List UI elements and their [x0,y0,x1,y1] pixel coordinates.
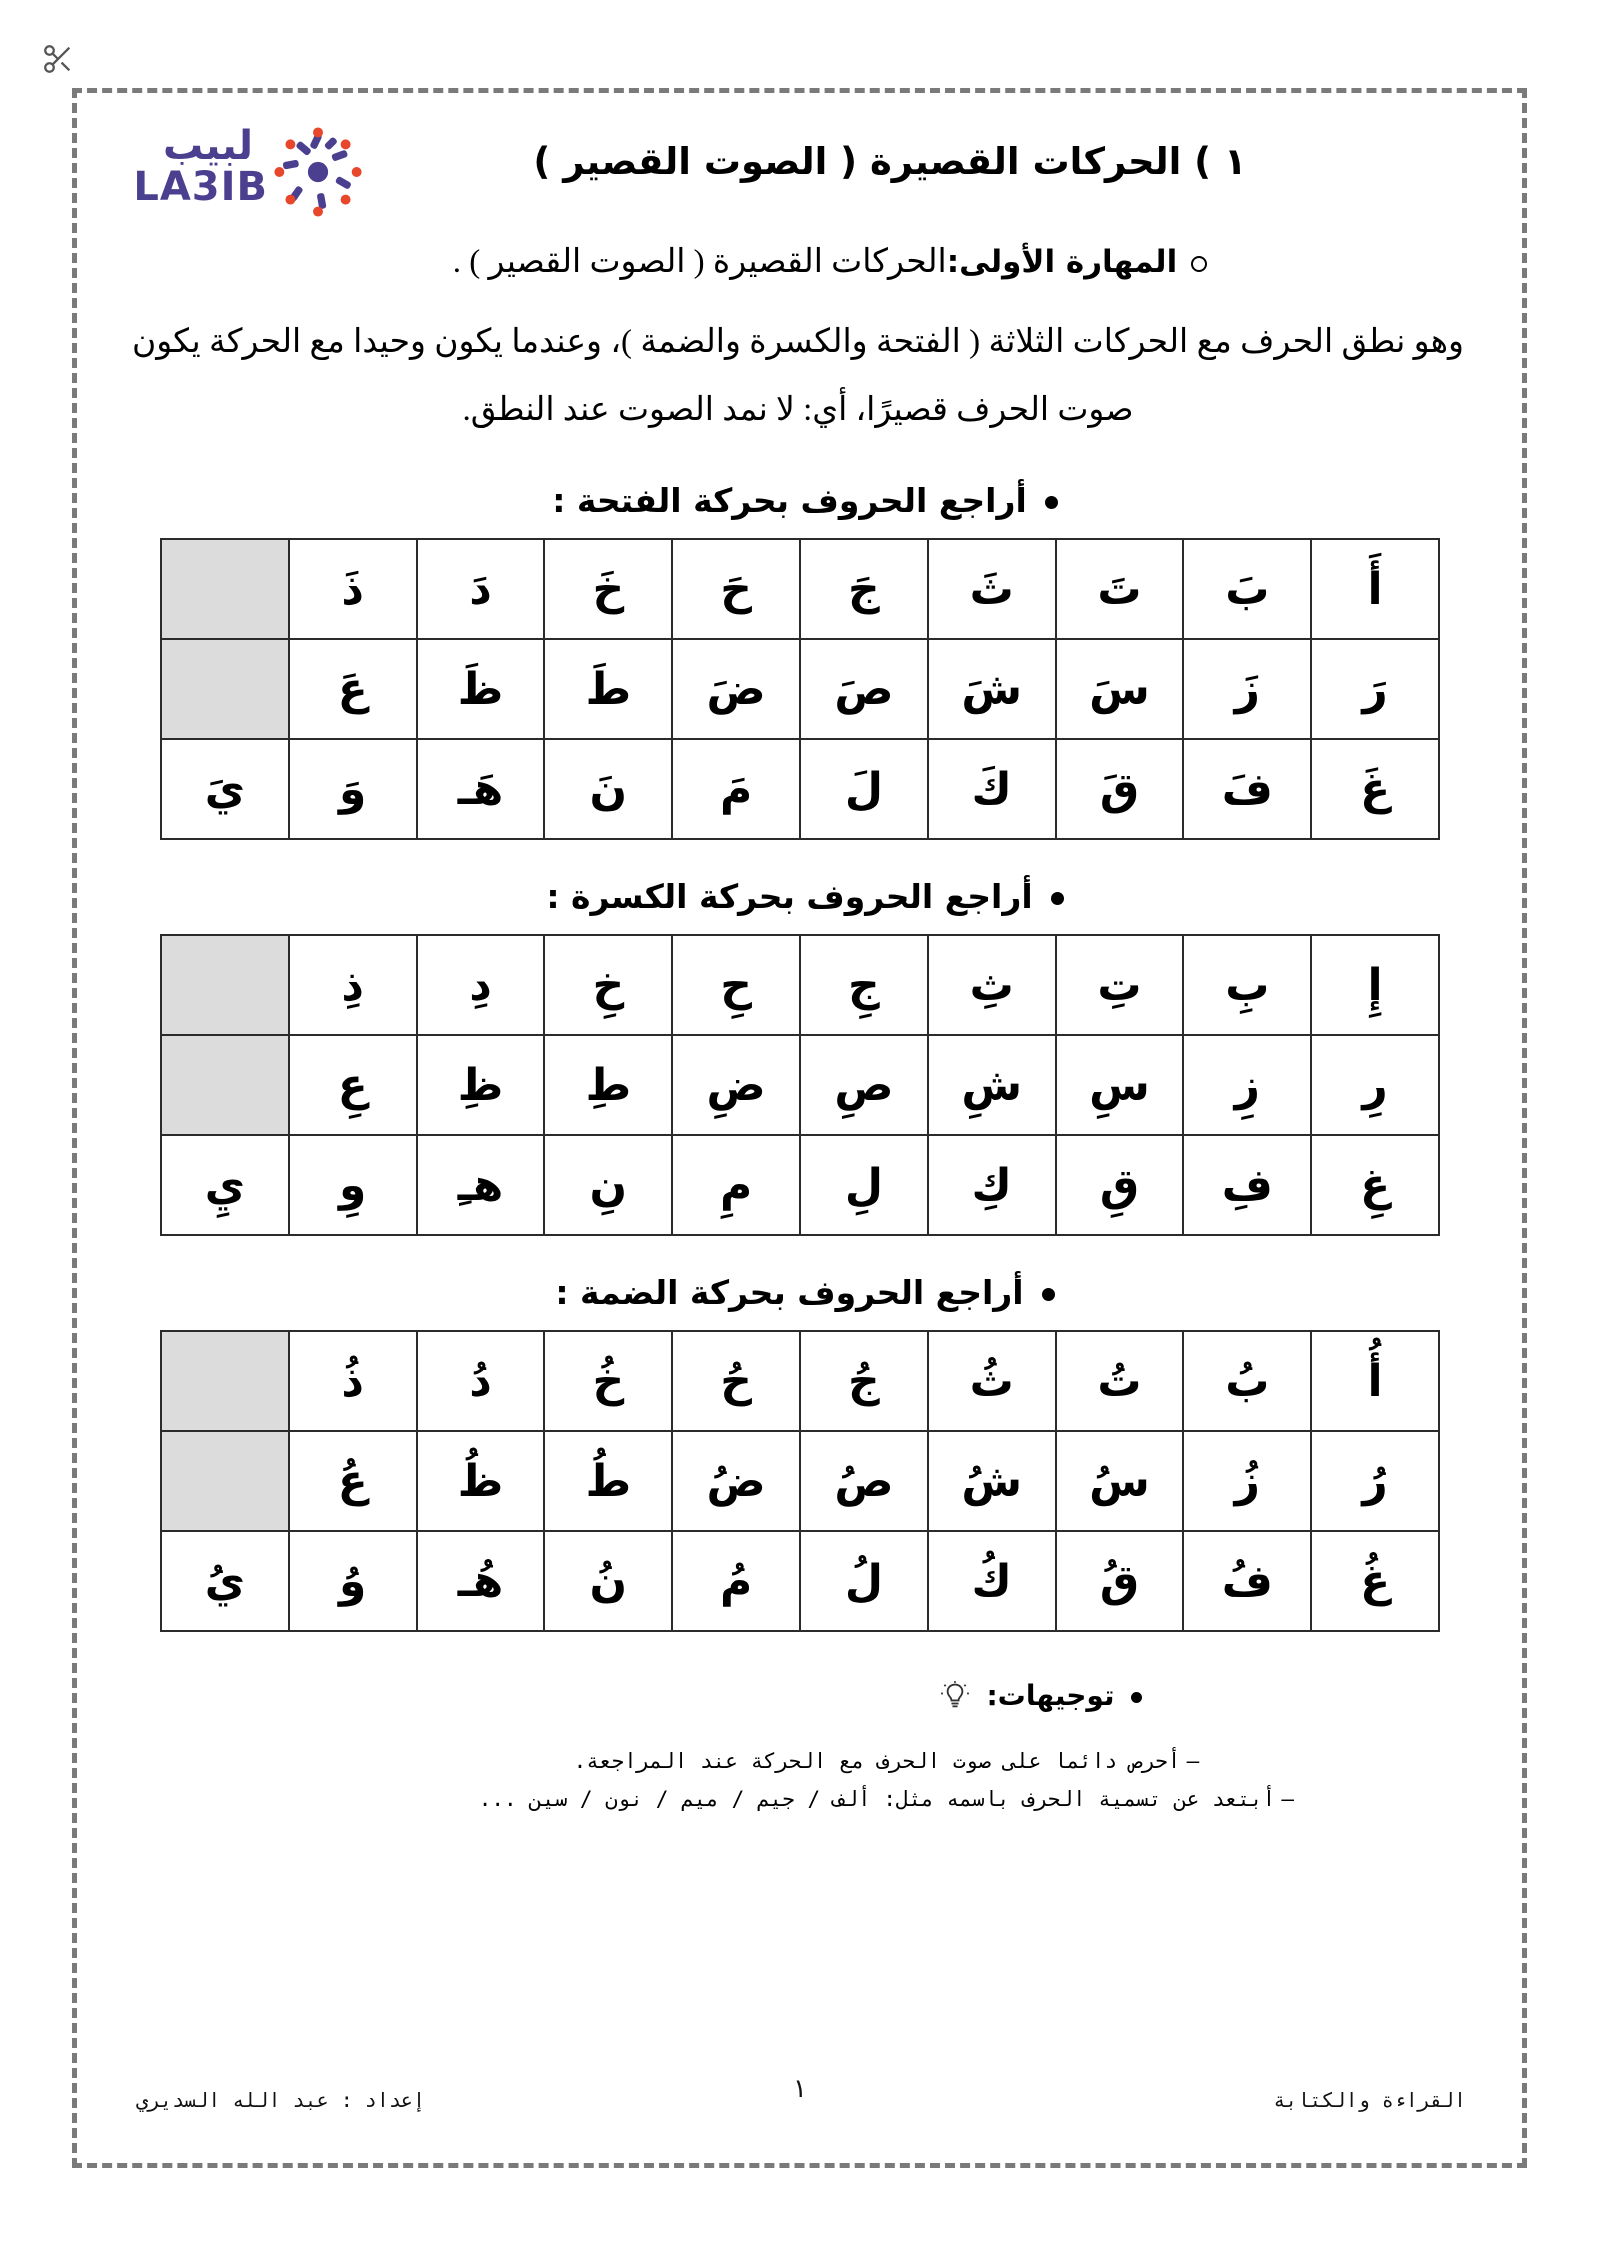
tips-heading-label: توجيهات: [986,1679,1115,1712]
letter-cell: زَ [1183,639,1311,739]
letter-cell: شَ [928,639,1056,739]
letter-cell: تُ [1056,1331,1184,1431]
table-row [161,1135,1439,1235]
logo-arabic-text: لبيب [162,123,254,169]
worksheet-page [80,96,1520,2160]
table-row [161,1531,1439,1631]
letter-cell: سِ [1056,1035,1184,1135]
letter-cell: سَ [1056,639,1184,739]
circle-bullet-icon [1191,256,1207,272]
table-row [161,739,1439,839]
empty-cell [161,1331,289,1431]
tips-heading [182,1676,1478,1716]
letter-cell: فَ [1183,739,1311,839]
letter-cell: نَ [544,739,672,839]
letter-cell: هَـ [417,739,545,839]
bullet-dot-icon [1042,1288,1055,1301]
explanation-paragraph: وهو نطق الحرف مع الحركات الثلاثة ( الفتحة والكسرة والضمة )، وعندما يكون وحيدا مع الحركة يكون صوت الحرف قصيرًا، أي: لا نمد الصوت عند النطق. [132,324,1464,428]
section-heading-damma [122,1270,1438,1316]
letter-cell: دُ [417,1331,545,1431]
letter-cell: دِ [417,935,545,1035]
bullet-dot-icon [1045,496,1058,509]
empty-cell [161,1035,289,1135]
tips-section [122,1676,1478,1818]
page-header [122,114,1478,226]
letter-cell: حِ [672,935,800,1035]
letter-cell: غَ [1311,739,1439,839]
table-row [161,935,1439,1035]
letter-cell: ضِ [672,1035,800,1135]
letter-cell: لَ [800,739,928,839]
table-row [161,1331,1439,1431]
letter-cell: مَ [672,739,800,839]
letter-cell: بَ [1183,539,1311,639]
letter-cell: رَ [1311,639,1439,739]
letter-cell: طِ [544,1035,672,1135]
tips-list [182,1742,1478,1818]
letter-cell: كَ [928,739,1056,839]
skill-label: المهارة الأولى: [946,244,1178,280]
letter-cell: يُ [161,1531,289,1631]
footer-author: إعداد : عبد الله السديري [136,2088,425,2112]
empty-cell [161,539,289,639]
table-row [161,1035,1439,1135]
letter-cell: مِ [672,1135,800,1235]
letter-cell: أَ [1311,539,1439,639]
letter-cell: قِ [1056,1135,1184,1235]
skill-value: الحركات القصيرة ( الصوت القصير ) . [452,244,947,280]
logo-latin-text: LA3IB [133,164,268,210]
letters-table-damma [160,1330,1440,1632]
skill-line [122,234,1478,290]
letter-cell: نُ [544,1531,672,1631]
letter-cell: شُ [928,1431,1056,1531]
section-heading-kasra-label: أراجع الحروف بحركة الكسرة : [546,877,1033,916]
section-heading-fatha-label: أراجع الحروف بحركة الفتحة : [552,481,1027,520]
letter-cell: قُ [1056,1531,1184,1631]
letter-cell: عَ [289,639,417,739]
letter-cell: رُ [1311,1431,1439,1531]
logo-wordmark [133,123,268,210]
empty-cell [161,639,289,739]
dash-bullet-icon: – [1281,1787,1296,1811]
letter-cell: مُ [672,1531,800,1631]
empty-cell [161,1431,289,1531]
letter-cell: ذِ [289,935,417,1035]
labib-logo [133,118,370,222]
letter-cell: لِ [800,1135,928,1235]
letter-cell: صِ [800,1035,928,1135]
letter-cell: سُ [1056,1431,1184,1531]
letter-cell: زُ [1183,1431,1311,1531]
letter-cell: صَ [800,639,928,739]
page-title: ١ ) الحركات القصيرة ( الصوت القصير ) [533,140,1247,183]
scissors-cut-icon [41,42,75,76]
bullet-dot-icon [1131,1692,1142,1703]
letter-cell: كُ [928,1531,1056,1631]
letter-cell: جِ [800,935,928,1035]
letter-cell: طُ [544,1431,672,1531]
letters-table-kasra [160,934,1440,1236]
list-item [302,1780,1478,1818]
letter-cell: طَ [544,639,672,739]
letter-cell: ثِ [928,935,1056,1035]
letter-cell: زِ [1183,1035,1311,1135]
letter-cell: حَ [672,539,800,639]
page-number: ١ [793,2074,807,2104]
letter-cell: ظِ [417,1035,545,1135]
letter-cell: وِ [289,1135,417,1235]
letter-cell: خُ [544,1331,672,1431]
letter-cell: غُ [1311,1531,1439,1631]
labib-dot-burst-mark [272,126,364,218]
letter-cell: حُ [672,1331,800,1431]
letter-cell: وُ [289,1531,417,1631]
list-item [302,1742,1478,1780]
letter-cell: فُ [1183,1531,1311,1631]
letter-cell: إِ [1311,935,1439,1035]
letter-cell: جُ [800,1331,928,1431]
tip-text: أبتعد عن تسمية الحرف باسمه مثل: ألف / جيم / ميم / نون / سين ... [478,1787,1276,1811]
letter-cell: عُ [289,1431,417,1531]
letter-cell: ذَ [289,539,417,639]
section-heading-kasra [122,874,1438,920]
letter-cell: شِ [928,1035,1056,1135]
empty-cell [161,935,289,1035]
letter-cell: عِ [289,1035,417,1135]
letter-cell: وَ [289,739,417,839]
section-heading-fatha [122,478,1438,524]
letter-cell: ذُ [289,1331,417,1431]
bullet-dot-icon [1051,892,1064,905]
footer-subject: القراءة والكتابة [1273,2088,1466,2112]
letter-cell: ضُ [672,1431,800,1531]
letter-cell: لُ [800,1531,928,1631]
letter-cell: قَ [1056,739,1184,839]
letter-cell: تِ [1056,935,1184,1035]
letter-cell: ثَ [928,539,1056,639]
tip-text: أحرص دائما على صوت الحرف مع الحركة عند المراجعة. [573,1749,1181,1773]
letter-cell: يَ [161,739,289,839]
section-heading-damma-label: أراجع الحروف بحركة الضمة : [555,1273,1024,1312]
letter-cell: رِ [1311,1035,1439,1135]
letter-cell: أُ [1311,1331,1439,1431]
letter-cell: يِ [161,1135,289,1235]
letter-cell: جَ [800,539,928,639]
table-row [161,1431,1439,1531]
page-footer [122,2074,1478,2134]
letter-cell: بِ [1183,935,1311,1035]
letter-cell: صُ [800,1431,928,1531]
letter-cell: غِ [1311,1135,1439,1235]
letter-cell: هُـ [417,1531,545,1631]
letter-cell: خِ [544,935,672,1035]
letter-cell: ظُ [417,1431,545,1531]
letter-cell: هـِ [417,1135,545,1235]
letter-cell: بُ [1183,1331,1311,1431]
table-row [161,639,1439,739]
letter-cell: ضَ [672,639,800,739]
letter-cell: دَ [417,539,545,639]
letter-cell: تَ [1056,539,1184,639]
letter-cell: نِ [544,1135,672,1235]
table-row [161,539,1439,639]
letter-cell: ظَ [417,639,545,739]
letters-table-fatha [160,538,1440,840]
letter-cell: ثُ [928,1331,1056,1431]
lightbulb-icon [938,1680,972,1714]
letter-cell: فِ [1183,1135,1311,1235]
dash-bullet-icon: – [1186,1749,1201,1773]
letter-cell: كِ [928,1135,1056,1235]
letter-cell: خَ [544,539,672,639]
